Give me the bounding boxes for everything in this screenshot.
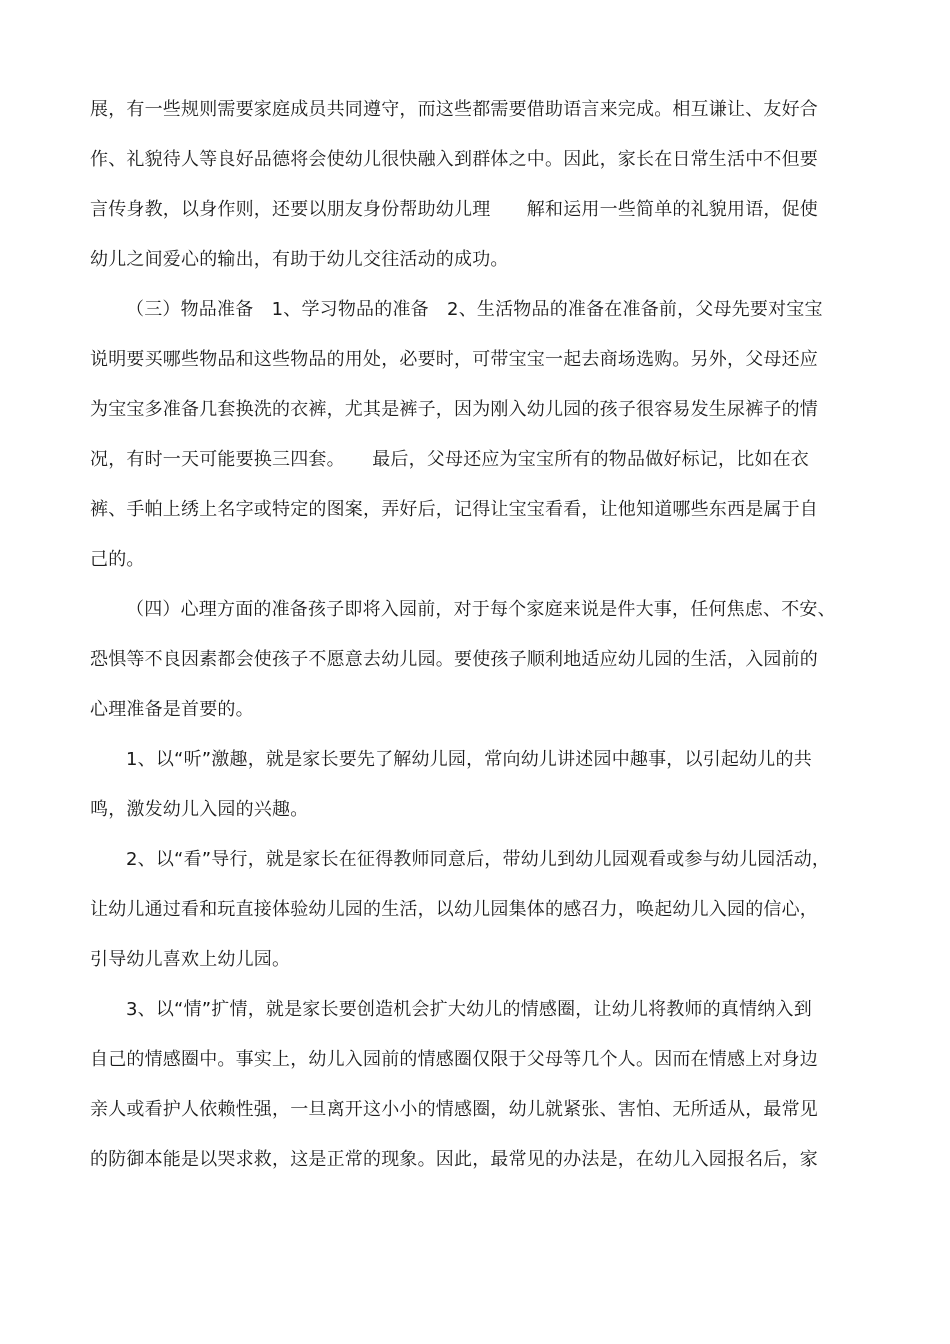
text-line: 亲人或看护人依赖性强，一旦离开这小小的情感圈，幼儿就紧张、害怕、无所适从，最常见 (90, 1099, 818, 1120)
text-line: 恐惧等不良因素都会使孩子不愿意去幼儿园。要使孩子顺利地适应幼儿园的生活，入园前的 (90, 649, 818, 670)
text-line: 己的。 (90, 549, 145, 570)
text-line: 让幼儿通过看和玩直接体验幼儿园的生活，以幼儿园集体的感召力，唤起幼儿入园的信心， (90, 899, 818, 920)
text-line: 自己的情感圈中。事实上，幼儿入园前的情感圈仅限于父母等几个人。因而在情感上对身边 (90, 1049, 818, 1070)
text-line: 引导幼儿喜欢上幼儿园。 (90, 949, 291, 970)
paragraph-start-line: 1、以“听”激趣，就是家长要先了解幼儿园，常向幼儿讲述园中趣事，以引起幼儿的共 (126, 749, 812, 770)
text-line: 作、礼貌待人等良好品德将会使幼儿很快融入到群体之中。因此，家长在日常生活中不但要 (90, 149, 818, 170)
paragraph-start-line: （三）物品准备 1、学习物品的准备 2、生活物品的准备在准备前，父母先要对宝宝 (126, 299, 823, 320)
text-line: 展，有一些规则需要家庭成员共同遵守，而这些都需要借助语言来完成。相互谦让、友好合 (90, 99, 818, 120)
paragraph-start-line: 3、以“情”扩情，就是家长要创造机会扩大幼儿的情感圈，让幼儿将教师的真情纳入到 (126, 999, 812, 1020)
text-line: 鸣，激发幼儿入园的兴趣。 (90, 799, 309, 820)
paragraph-start-line: 2、以“看”导行，就是家长在征得教师同意后，带幼儿到幼儿园观看或参与幼儿园活动， (126, 849, 831, 870)
text-line: 况，有时一天可能要换三四套。 最后，父母还应为宝宝所有的物品做好标记，比如在衣 (90, 449, 809, 470)
text-line: 言传身教，以身作则，还要以朋友身份帮助幼儿理 解和运用一些简单的礼貌用语，促使 (90, 199, 818, 220)
text-line: 幼儿之间爱心的输出，有助于幼儿交往活动的成功。 (90, 249, 509, 270)
text-line: 为宝宝多准备几套换洗的衣裤，尤其是裤子，因为刚入幼儿园的孩子很容易发生尿裤子的情 (90, 399, 818, 420)
text-line: 裤、手帕上绣上名字或特定的图案，弄好后，记得让宝宝看看，让他知道哪些东西是属于自 (90, 499, 818, 520)
text-line: 心理准备是首要的。 (90, 699, 254, 720)
text-line: 的防御本能是以哭求救，这是正常的现象。因此，最常见的办法是，在幼儿入园报名后，家 (90, 1149, 818, 1170)
paragraph-start-line: （四）心理方面的准备孩子即将入园前，对于每个家庭来说是件大事，任何焦虑、不安、 (126, 599, 836, 620)
text-line: 说明要买哪些物品和这些物品的用处，必要时，可带宝宝一起去商场选购。另外，父母还应 (90, 349, 818, 370)
